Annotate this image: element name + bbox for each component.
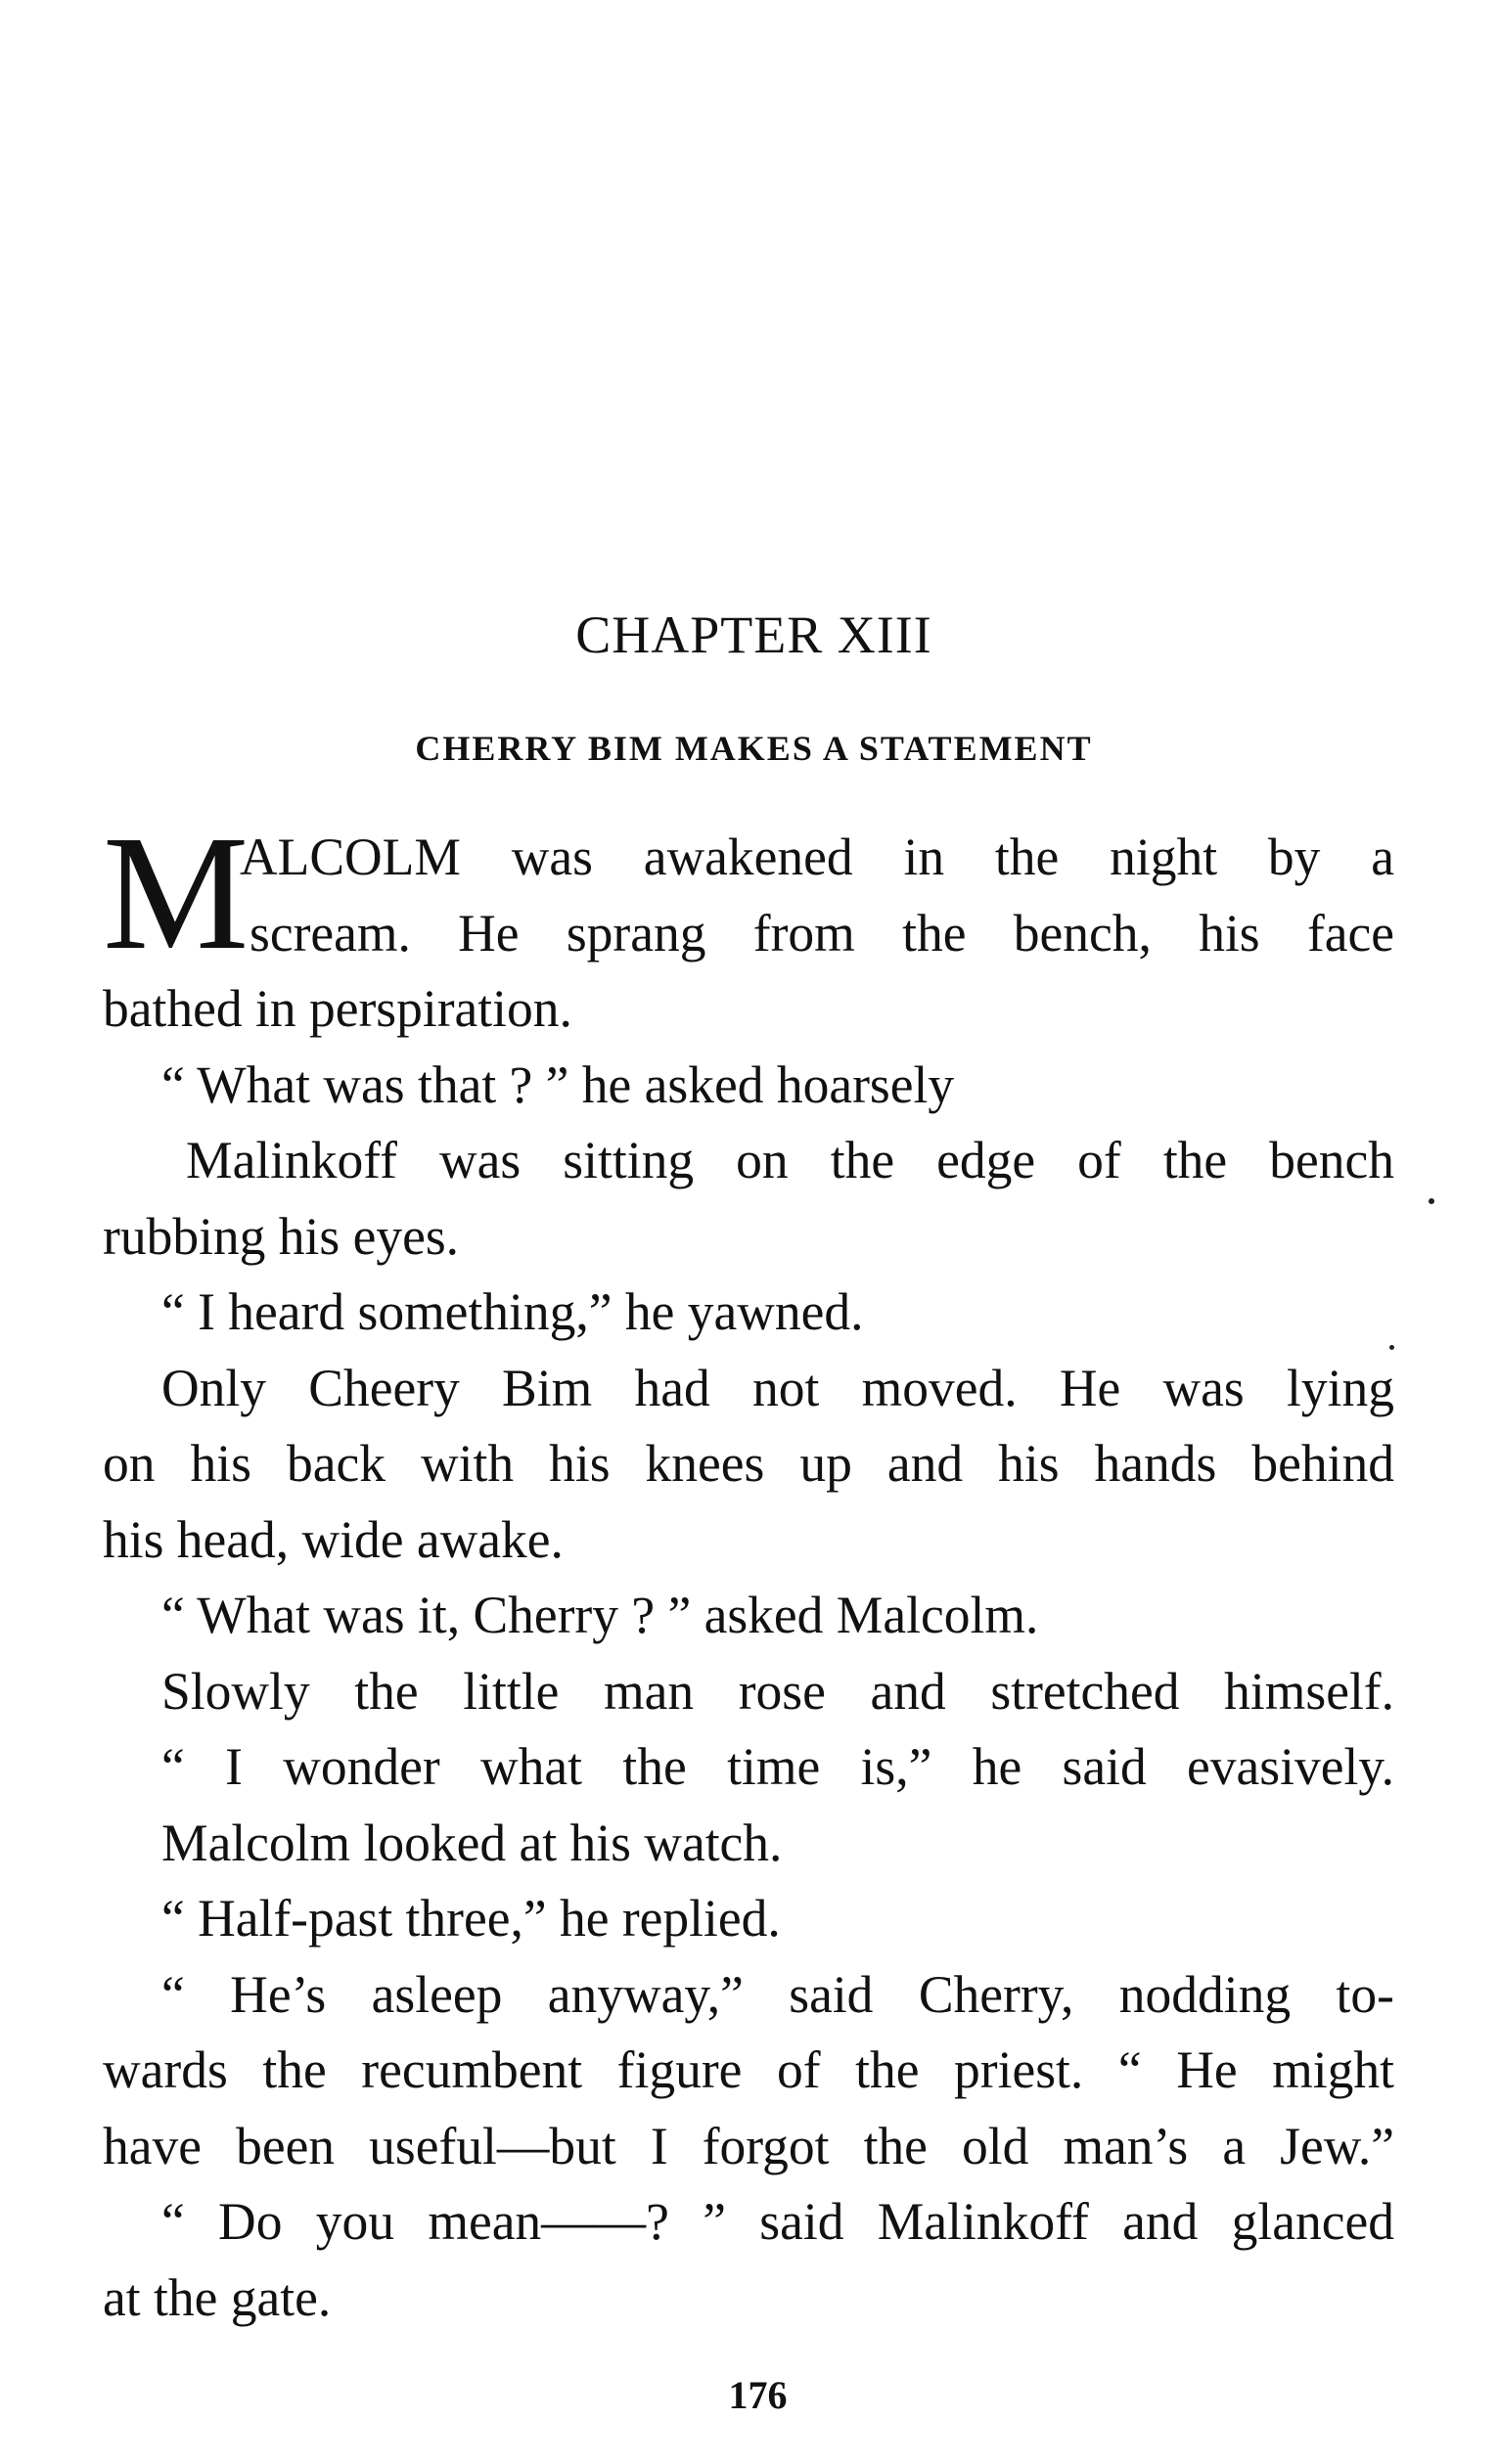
text-line: Malcolm looked at his watch. [161,1813,783,1872]
text-line: Only Cheery Bim had not moved. He was lying [161,1358,1394,1417]
text-line: “ I wonder what the time is,” he said evasively. [161,1737,1394,1796]
text-line: “ He’s asleep anyway,” said Cherry, nodding to- [161,1964,1394,2024]
text-line: ALCOLM was awakened in the night by a [240,828,1394,886]
chapter-subtitle: CHERRY BIM MAKES A STATEMENT [415,729,1093,768]
text-line: his head, wide awake. [103,1509,564,1569]
text-line: wards the recumbent figure of the priest. “ He might [103,2040,1394,2099]
text-line: “ Half-past three,” he replied. [161,1889,781,1948]
text-line: Malinkoff was sitting on the edge of the bench [186,1131,1394,1189]
text-line: at the gate. [103,2267,332,2327]
text-line: “ What was that ? ” he asked hoarsely [161,1054,955,1114]
drop-cap: M [103,802,250,984]
ink-speck [1389,1345,1394,1350]
text-line: scream. He sprang from the bench, his face [250,903,1394,963]
text-line: have been useful—but I forgot the old man’s a Jew.” [103,2116,1394,2175]
text-line: bathed in perspiration. [103,979,572,1038]
chapter-heading: CHAPTER XIII [575,605,932,664]
text-line: “ Do you mean——? ” said Malinkoff and glanced [161,2192,1394,2251]
text-line: “ I heard something,” he yawned. [161,1282,864,1341]
text-line: on his back with his knees up and his hands behind [103,1434,1394,1493]
text-line: “ What was it, Cherry ? ” asked Malcolm. [161,1586,1039,1644]
text-line: Slowly the little man rose and stretched himself. [161,1661,1394,1721]
text-line: rubbing his eyes. [103,1206,460,1266]
chapter-body [103,802,1394,2336]
page-number: 176 [728,2373,788,2417]
ink-speck [1429,1198,1434,1204]
